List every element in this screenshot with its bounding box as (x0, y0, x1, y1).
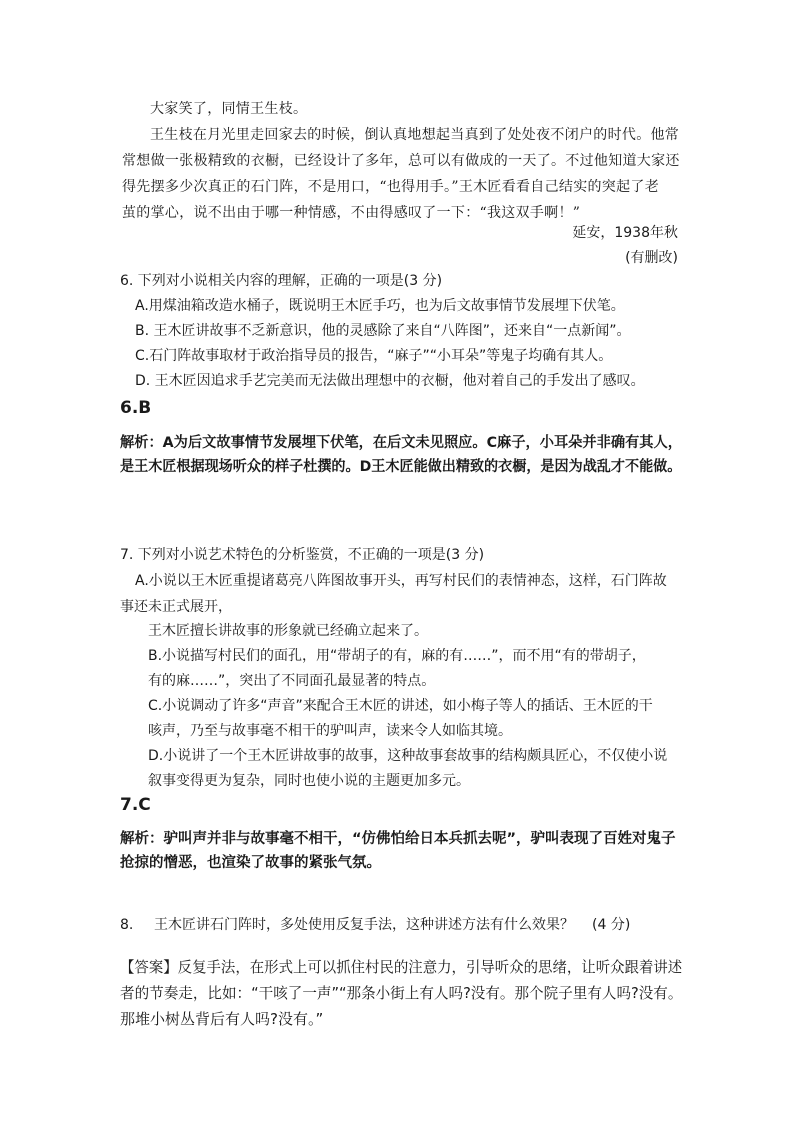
question-7-option-a: 王木匠擅长讲故事的形象就已经确立起来了。 (148, 623, 428, 639)
question-6-option-b: B. 王木匠讲故事不乏新意识，他的灵感除了来自“八阵图”，还来自“一点新闻”。 (135, 323, 631, 339)
question-7-explanation: 抢掠的憎恶，也渲染了故事的紧张气氛。 (120, 855, 381, 871)
question-6-explanation: 解析：A为后文故事情节发展埋下伏笔，在后文未见照应。C麻子，小耳朵并非确有其人， (120, 435, 682, 451)
story-paragraph-line: 常想做一张极精致的衣橱，已经设计了多年，总可以有做成的一天了。不过他知道大家还 (122, 153, 680, 169)
question-7-option-a: A.小说以王木匠重提诸葛亮八阵图故事开头，再写村民们的表情神态，这样，石门阵故 (135, 573, 667, 589)
question-8-number: 8. (120, 917, 134, 933)
question-6-stem: 6. 下列对小说相关内容的理解，正确的一项是(3 分) (120, 273, 443, 289)
story-note: (有删改) (625, 250, 678, 266)
question-6-option-c: C.石门阵故事取材于政治指导员的报告，“麻子”“小耳朵”等鬼子均确有其人。 (135, 348, 613, 364)
question-8-score: (4 分) (592, 917, 631, 933)
question-6-option-d: D. 王木匠因追求手艺完美而无法做出理想中的衣橱，他对着自己的手发出了感叹。 (135, 373, 645, 389)
question-7-option-c: C.小说调动了许多“声音”来配合王木匠的讲述，如小梅子等人的插话、王木匠的干 (148, 698, 653, 714)
question-6-explanation: 是王木匠根据现场听众的样子杜撰的。D王木匠能做出精致的衣橱，是因为战乱才不能做。 (120, 459, 682, 475)
question-7-stem: 7. 下列对小说艺术特色的分析鉴赏，不正确的一项是(3 分) (120, 547, 485, 563)
question-6-answer: 6.B (120, 398, 152, 418)
story-paragraph-line: 王生枝在月光里走回家去的时候，倒认真地想起当真到了处处夜不闭户的时代。他常 (150, 127, 680, 143)
question-7-option-b: B.小说描写村民们的面孔，用“带胡子的有，麻的有……”，而不用“有的带胡子， (148, 648, 646, 664)
question-7-option-d: 叙事变得更为复杂，同时也使小说的主题更加多元。 (148, 773, 470, 789)
story-place-date: 延安，1938年秋 (572, 225, 678, 241)
story-line: 大家笑了，同情王生枝。 (150, 101, 308, 117)
story-paragraph-line: 得先摆多少次真正的石门阵，不是用口，“也得用手。”王木匠看看自己结实的突起了老 (122, 179, 660, 195)
question-6-option-a: A.用煤油箱改造水桶子，既说明王木匠手巧，也为后文故事情节发展埋下伏笔。 (135, 298, 625, 314)
question-7-option-c: 咳声，乃至与故事毫不相干的驴叫声，读来令人如临其境。 (148, 723, 512, 739)
story-paragraph-line: 茧的掌心，说不出由于哪一种情感，不由得感叹了一下：“我这双手啊！” (122, 205, 581, 221)
question-8-answer: 【答案】反复手法，在形式上可以抓住村民的注意力，引导听众的思绪，让听众跟着讲述 (120, 958, 683, 976)
question-7-option-b: 有的麻……”，突出了不同面孔最显著的特点。 (148, 673, 436, 689)
question-7-explanation: 解析：驴叫声并非与故事毫不相干，“仿佛怕给日本兵抓去呢”，驴叫表现了百姓对鬼子 (120, 831, 676, 847)
question-7-answer: 7.C (120, 795, 151, 815)
question-7-option-a: 事还未正式展开， (120, 599, 232, 615)
question-7-option-d: D.小说讲了一个王木匠讲故事的故事，这种故事套故事的结构颇具匠心，不仅使小说 (148, 748, 668, 764)
question-8-stem: 王木匠讲石门阵时，多处使用反复手法，这种讲述方法有什么效果？ (154, 917, 574, 933)
question-8-answer: 者的节奏走，比如：“干咳了一声”“那条小街上有人吗?没有。那个院子里有人吗?没有。 (120, 984, 683, 1002)
question-8-answer: 那堆小树丛背后有人吗?没有。” (120, 1010, 324, 1028)
